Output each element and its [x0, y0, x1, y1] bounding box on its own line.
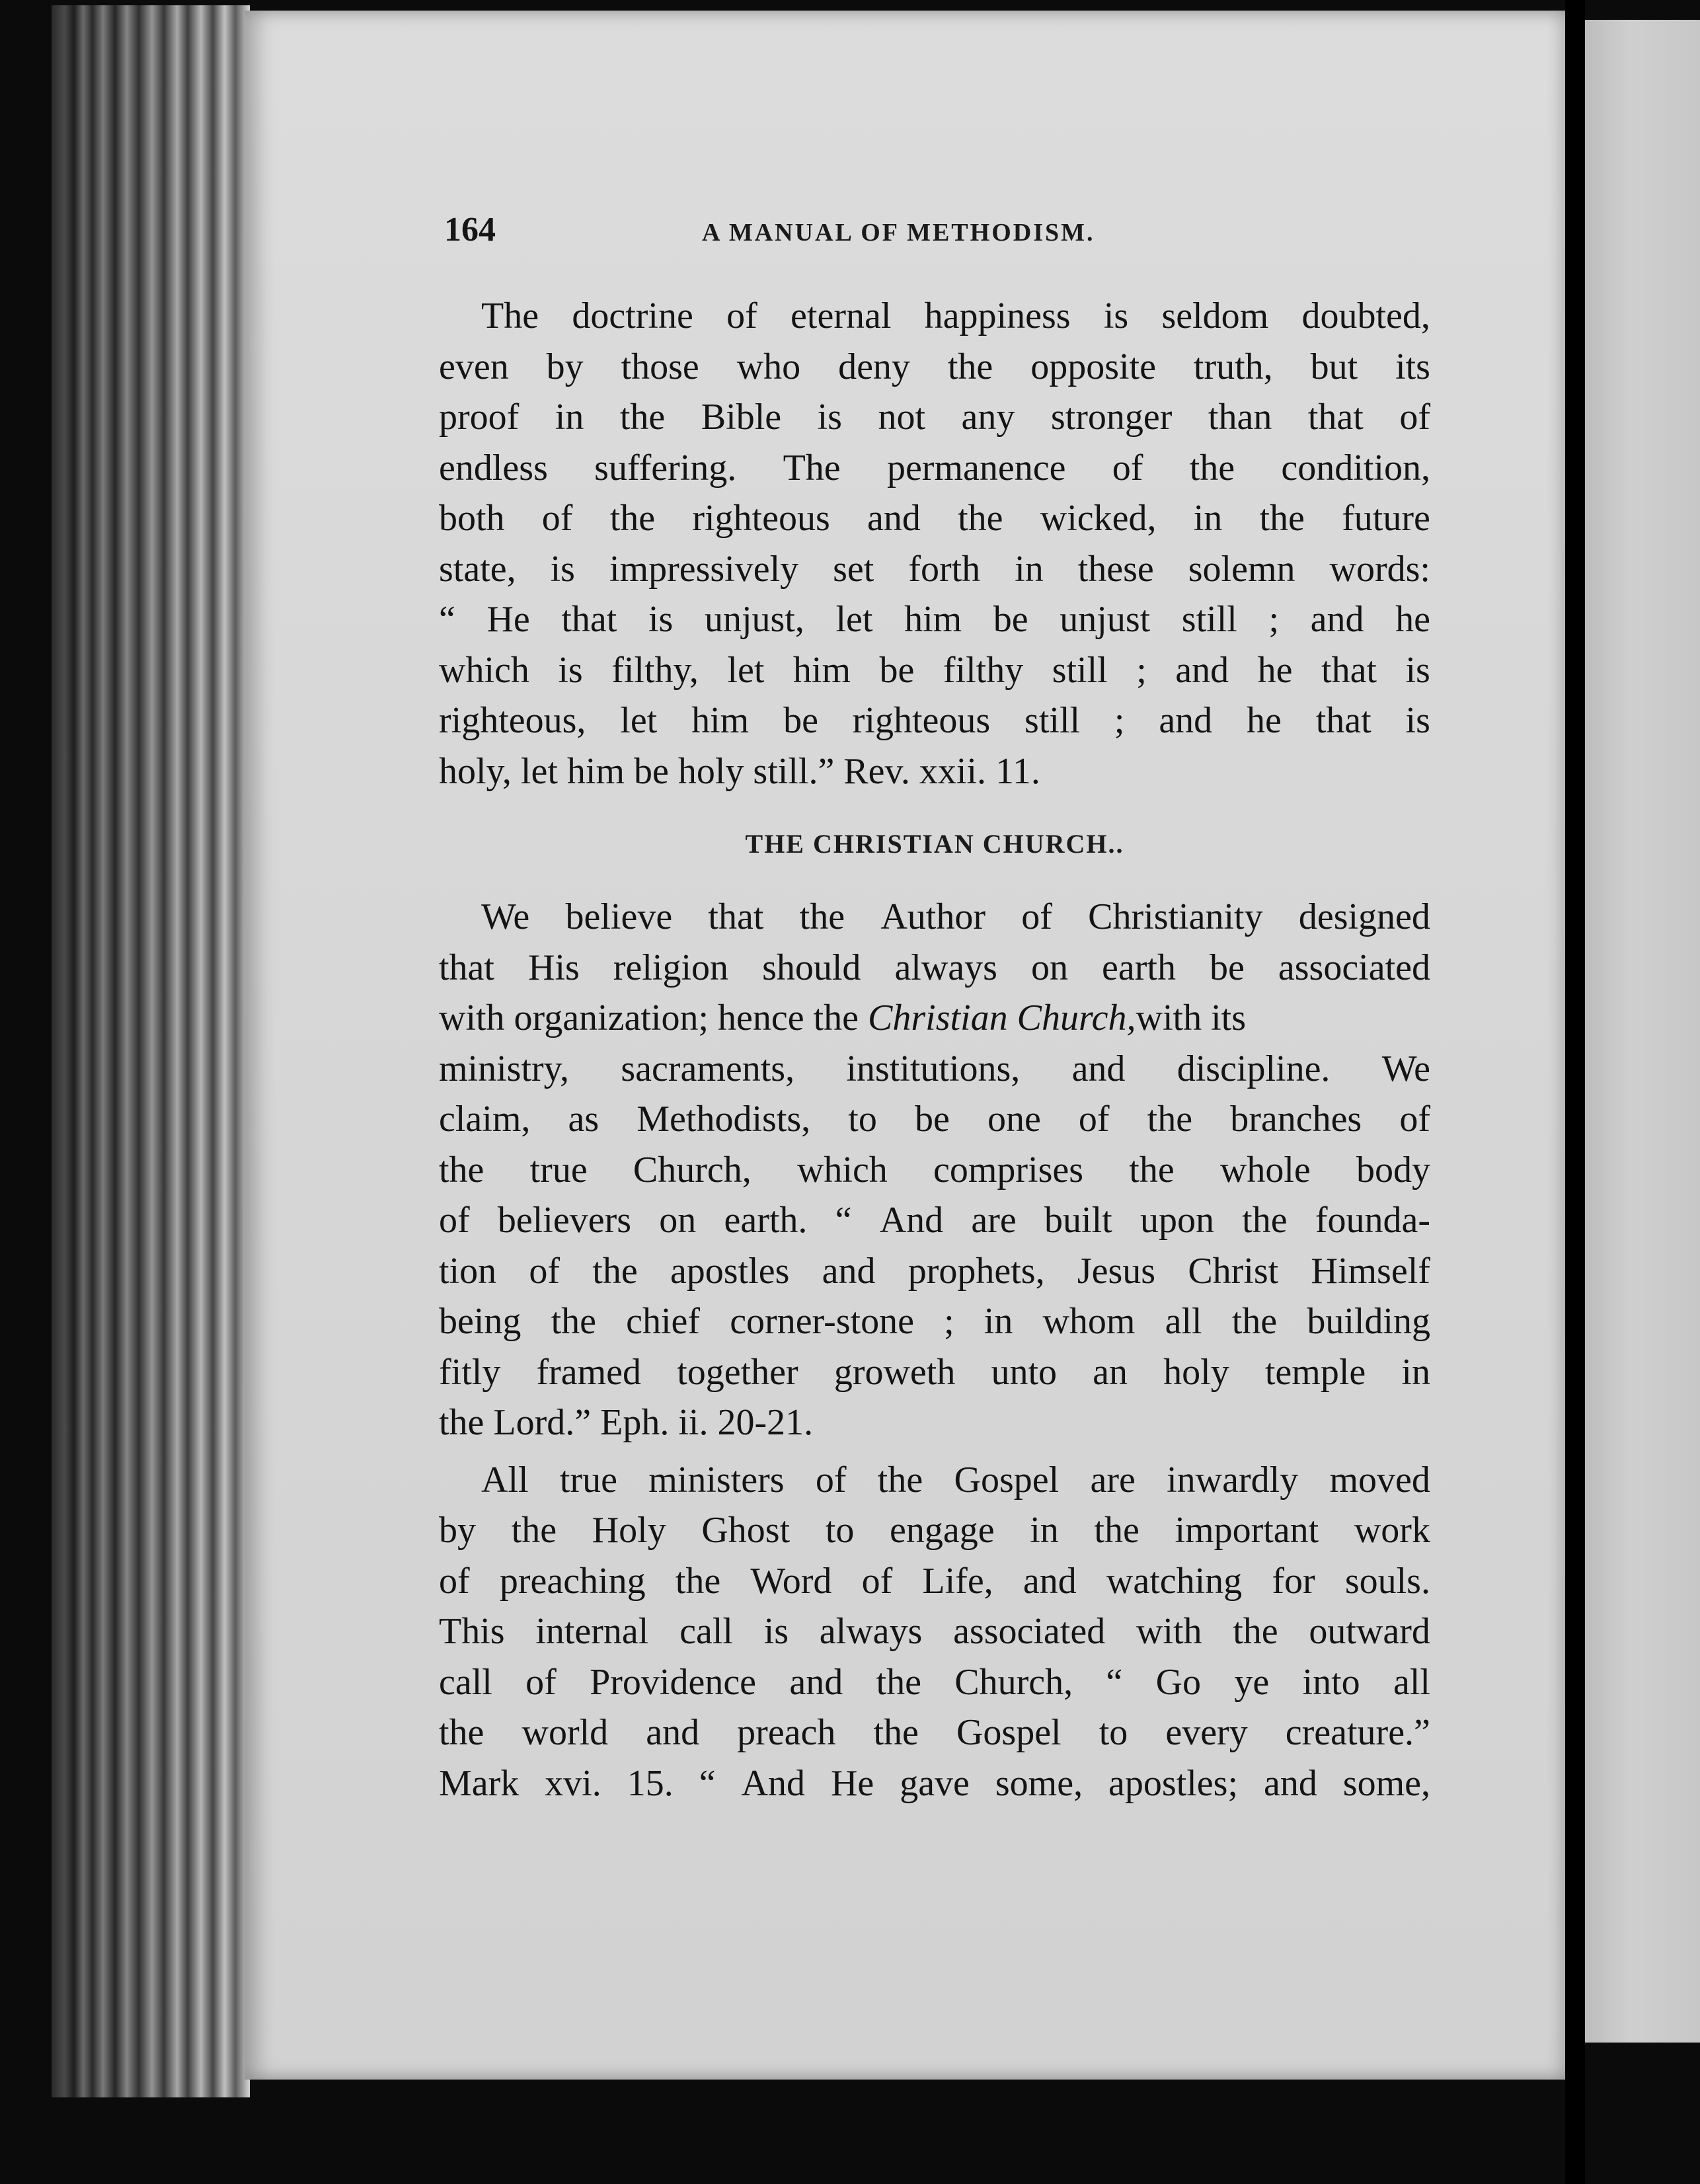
- word: and: [1310, 599, 1364, 640]
- word: is: [550, 548, 575, 590]
- word: all: [1165, 1301, 1202, 1342]
- word: future: [1342, 498, 1430, 539]
- word: him: [904, 599, 962, 640]
- word: of: [1078, 1099, 1110, 1140]
- word: the: [799, 896, 845, 937]
- word: he: [1395, 599, 1430, 640]
- word: Gospel: [956, 1712, 1062, 1753]
- word: Author: [880, 896, 985, 937]
- italic-phrase: Christian Church,: [867, 997, 1136, 1038]
- word: His: [528, 947, 580, 988]
- word: endless: [439, 447, 548, 488]
- word: its: [1395, 346, 1430, 387]
- word: apostles;: [1108, 1762, 1239, 1804]
- word: important: [1175, 1510, 1319, 1551]
- word: true: [529, 1149, 588, 1190]
- word: Church,: [954, 1661, 1073, 1703]
- text-line: [439, 1707, 1430, 1758]
- word: claim,: [439, 1099, 531, 1140]
- word: doubted,: [1301, 295, 1430, 336]
- word: unjust,: [704, 599, 804, 640]
- word: the: [1129, 1149, 1175, 1190]
- word: upon: [1140, 1200, 1214, 1241]
- word: xvi.: [545, 1762, 601, 1804]
- word: Go: [1155, 1661, 1202, 1703]
- word: groweth: [833, 1351, 956, 1393]
- word: every: [1165, 1712, 1248, 1753]
- word: righteous: [852, 700, 991, 741]
- word: be: [783, 700, 818, 741]
- word: and: [646, 1712, 700, 1753]
- word: solemn: [1188, 548, 1295, 590]
- word: still: [1181, 599, 1237, 640]
- word: fitly: [439, 1351, 501, 1393]
- word: “: [1106, 1661, 1123, 1703]
- word: body: [1356, 1149, 1430, 1190]
- word: creature.”: [1285, 1712, 1430, 1753]
- paragraph-gap: [439, 1448, 1430, 1455]
- word: call: [439, 1661, 492, 1703]
- word: Church,: [633, 1149, 752, 1190]
- text-line: [439, 342, 1430, 393]
- word: of: [1021, 896, 1052, 937]
- word: deny: [838, 346, 910, 387]
- word: the: [1231, 1301, 1278, 1342]
- word: engage: [889, 1510, 995, 1551]
- word: the: [675, 1560, 721, 1602]
- word: the: [1094, 1510, 1140, 1551]
- line-text-part: with organization; hence the: [439, 997, 859, 1038]
- word: associated: [1278, 947, 1430, 988]
- word: Jesus: [1077, 1250, 1156, 1292]
- word: Christ: [1188, 1250, 1279, 1292]
- word: proof: [439, 397, 520, 438]
- word: he: [1247, 700, 1282, 741]
- word: whom: [1042, 1301, 1136, 1342]
- word: corner-stone: [730, 1301, 914, 1342]
- word: the: [609, 498, 656, 539]
- page-edges: [52, 5, 250, 2097]
- word: and: [1023, 1560, 1077, 1602]
- text-line: [439, 594, 1430, 645]
- word: outward: [1309, 1611, 1430, 1652]
- word: associated: [953, 1611, 1106, 1652]
- word: together: [677, 1351, 798, 1393]
- word: comprises: [933, 1149, 1084, 1190]
- word: is: [1103, 295, 1129, 336]
- word: the: [958, 498, 1003, 539]
- word: those: [621, 346, 699, 387]
- word: religion: [613, 947, 729, 988]
- word: is: [817, 397, 842, 438]
- word: let: [727, 649, 765, 691]
- word: believe: [565, 896, 673, 937]
- word: Mark: [439, 1762, 520, 1804]
- word: impressively: [609, 548, 799, 590]
- text-line: [439, 1094, 1430, 1145]
- word: This: [439, 1611, 505, 1652]
- word: but: [1310, 346, 1358, 387]
- word: discipline.: [1177, 1048, 1331, 1089]
- word: of: [529, 1250, 560, 1292]
- word: tion: [439, 1250, 497, 1292]
- text-line: [439, 1347, 1430, 1398]
- word: Gospel: [954, 1459, 1060, 1501]
- word: call: [679, 1611, 733, 1652]
- word: ;: [1136, 649, 1147, 691]
- word: We: [481, 896, 530, 937]
- section-heading: THE CHRISTIAN CHURCH..: [745, 829, 1124, 859]
- word: the: [511, 1510, 557, 1551]
- word: some,: [995, 1762, 1083, 1804]
- word: Providence: [590, 1661, 757, 1703]
- word: The: [783, 447, 841, 488]
- word: in: [555, 397, 584, 438]
- word: Himself: [1311, 1250, 1430, 1292]
- text-line: [439, 1606, 1430, 1657]
- text-line: [439, 695, 1430, 746]
- text-line: [439, 291, 1430, 342]
- word: words:: [1329, 548, 1430, 590]
- word: “: [835, 1200, 852, 1241]
- word: “: [439, 599, 455, 640]
- word: and: [1263, 1762, 1317, 1804]
- word: of: [439, 1200, 470, 1241]
- word: apostles: [670, 1250, 790, 1292]
- word: The: [481, 295, 539, 336]
- word: And: [741, 1762, 805, 1804]
- word: building: [1307, 1301, 1430, 1342]
- word: in: [1015, 548, 1044, 590]
- word: an: [1093, 1351, 1128, 1393]
- word: Methodists,: [637, 1099, 811, 1140]
- word: the: [1242, 1200, 1288, 1241]
- word: be: [1209, 947, 1245, 988]
- word: earth.: [724, 1200, 808, 1241]
- word: of: [861, 1560, 893, 1602]
- word: in: [1401, 1351, 1430, 1393]
- word: moved: [1329, 1459, 1430, 1501]
- word: and: [867, 498, 921, 539]
- word: these: [1077, 548, 1154, 590]
- word: are: [1090, 1459, 1136, 1501]
- word: watching: [1106, 1560, 1243, 1602]
- text-line: [439, 1296, 1430, 1347]
- word: and: [789, 1661, 843, 1703]
- word: All: [481, 1459, 529, 1501]
- body-text: [439, 291, 1430, 1809]
- word: that: [708, 896, 764, 937]
- word: of: [525, 1661, 557, 1703]
- word: still: [1052, 649, 1108, 691]
- word: than: [1208, 397, 1272, 438]
- word: be: [879, 649, 915, 691]
- word: as: [568, 1099, 599, 1140]
- word: And: [879, 1200, 944, 1241]
- word: preaching: [499, 1560, 646, 1602]
- word: the: [877, 1459, 923, 1501]
- word: inwardly: [1167, 1459, 1299, 1501]
- word: on: [659, 1200, 697, 1241]
- word: is: [1405, 700, 1430, 741]
- word: stronger: [1050, 397, 1173, 438]
- text-line: [439, 1397, 1430, 1448]
- word: of: [815, 1459, 847, 1501]
- text-line: [439, 1455, 1430, 1506]
- text-line: [439, 943, 1430, 994]
- word: happiness: [924, 295, 1071, 336]
- word: souls.: [1344, 1560, 1430, 1602]
- word: the: [439, 1712, 484, 1753]
- word: forth: [908, 548, 981, 590]
- word: seldom: [1161, 295, 1269, 336]
- word: designed: [1298, 896, 1430, 937]
- word: the: [873, 1712, 919, 1753]
- word: built: [1044, 1200, 1112, 1241]
- word: being: [439, 1301, 522, 1342]
- word: institutions,: [846, 1048, 1021, 1089]
- word: and: [1071, 1048, 1126, 1089]
- word: state,: [439, 548, 516, 590]
- word: for: [1272, 1560, 1315, 1602]
- word: is: [1405, 649, 1430, 691]
- running-title: A MANUAL OF METHODISM.: [702, 219, 1095, 247]
- word: the: [1147, 1099, 1193, 1140]
- text-line: [439, 443, 1430, 494]
- word: is: [763, 1611, 789, 1652]
- page-header: [444, 210, 1432, 256]
- word: We: [1381, 1048, 1430, 1089]
- word: that: [439, 947, 494, 988]
- word: be: [914, 1099, 950, 1140]
- word: him: [792, 649, 851, 691]
- word: filthy,: [611, 649, 699, 691]
- word: both: [439, 498, 505, 539]
- word: the: [551, 1301, 596, 1342]
- word: eternal: [791, 295, 892, 336]
- word: Life,: [922, 1560, 993, 1602]
- word: the: [439, 1149, 484, 1190]
- text-line: [439, 1758, 1430, 1809]
- word: to: [825, 1510, 855, 1551]
- text-line: [439, 1145, 1430, 1196]
- word: branches: [1230, 1099, 1362, 1140]
- text-line: [439, 392, 1430, 443]
- text-line: [439, 1044, 1430, 1095]
- word: holy: [1163, 1351, 1229, 1393]
- text-line: [439, 645, 1430, 696]
- word: is: [648, 599, 674, 640]
- word: He: [830, 1762, 874, 1804]
- word: in: [984, 1301, 1013, 1342]
- word: by: [439, 1510, 476, 1551]
- word: are: [971, 1200, 1017, 1241]
- word: the: [1189, 447, 1235, 488]
- word: let: [620, 700, 658, 741]
- word: to: [848, 1099, 877, 1140]
- word: of: [1399, 1099, 1430, 1140]
- word: the: [619, 397, 666, 438]
- word: of: [541, 498, 573, 539]
- word: he: [1257, 649, 1293, 691]
- word: Word: [750, 1560, 832, 1602]
- word: be: [993, 599, 1028, 640]
- word: He: [486, 599, 530, 640]
- text-line: [439, 544, 1430, 595]
- word: which: [796, 1149, 888, 1190]
- word: work: [1354, 1510, 1430, 1551]
- word: to: [1099, 1712, 1128, 1753]
- word: by: [546, 346, 584, 387]
- word: true: [559, 1459, 617, 1501]
- word: 15.: [627, 1762, 674, 1804]
- word: that: [1321, 649, 1377, 691]
- word: ;: [944, 1301, 954, 1342]
- word: of: [439, 1560, 470, 1602]
- facing-page-edge: [1585, 20, 1700, 2043]
- word: let: [835, 599, 873, 640]
- word: should: [762, 947, 861, 988]
- word: Bible: [701, 397, 782, 438]
- word: him: [691, 700, 750, 741]
- word: not: [878, 397, 926, 438]
- word: righteous: [692, 498, 830, 539]
- word: one: [987, 1099, 1041, 1140]
- word: opposite: [1030, 346, 1156, 387]
- word: ;: [1268, 599, 1279, 640]
- word: the: [592, 1250, 638, 1292]
- word: and: [1159, 700, 1213, 741]
- text-line: [439, 746, 1430, 797]
- word: that: [1315, 700, 1372, 741]
- word: world: [522, 1712, 609, 1753]
- text-line: [439, 1556, 1430, 1607]
- word: sacraments,: [621, 1048, 795, 1089]
- word: Holy: [592, 1510, 666, 1551]
- word: on: [1031, 947, 1068, 988]
- line-text: the Lord.” Eph. ii. 20-21.: [439, 1402, 814, 1443]
- word: earth: [1102, 947, 1176, 988]
- word: suffering.: [594, 447, 737, 488]
- word: unjust: [1060, 599, 1151, 640]
- word: doctrine: [572, 295, 693, 336]
- word: some,: [1342, 1762, 1430, 1804]
- word: that: [561, 599, 617, 640]
- word: temple: [1264, 1351, 1366, 1393]
- word: Ghost: [701, 1510, 791, 1551]
- word: the: [876, 1661, 921, 1703]
- word: gave: [900, 1762, 970, 1804]
- word: believers: [497, 1200, 632, 1241]
- word: chief: [626, 1301, 701, 1342]
- page-number: 164: [444, 211, 496, 249]
- word: unto: [991, 1351, 1058, 1393]
- word: righteous,: [439, 700, 586, 741]
- word: any: [961, 397, 1015, 438]
- word: ye: [1234, 1661, 1270, 1703]
- word: the: [947, 346, 993, 387]
- word: is: [558, 649, 583, 691]
- word: of: [1112, 447, 1143, 488]
- word: preach: [737, 1712, 836, 1753]
- word: of: [726, 295, 757, 336]
- word: and: [822, 1250, 876, 1292]
- word: whole: [1219, 1149, 1311, 1190]
- word: even: [439, 346, 509, 387]
- text-line: [439, 1505, 1430, 1556]
- text-line: [439, 892, 1430, 943]
- word: with: [1136, 1611, 1202, 1652]
- word: of: [1399, 397, 1430, 438]
- word: Christianity: [1088, 896, 1263, 937]
- word: “: [699, 1762, 716, 1804]
- text-line: [439, 993, 1430, 1044]
- line-text-part: with its: [1136, 997, 1246, 1038]
- word: truth,: [1193, 346, 1273, 387]
- word: in: [1193, 498, 1223, 539]
- word: prophets,: [908, 1250, 1045, 1292]
- word: set: [833, 548, 874, 590]
- word: condition,: [1281, 447, 1430, 488]
- text-line: [439, 493, 1430, 544]
- word: the: [1233, 1611, 1278, 1652]
- word: the: [1259, 498, 1305, 539]
- word: always: [819, 1611, 923, 1652]
- text-line: [439, 1246, 1430, 1297]
- word: which: [439, 649, 529, 691]
- word: all: [1393, 1661, 1430, 1703]
- word: still: [1024, 700, 1081, 741]
- word: who: [736, 346, 801, 387]
- word: ministers: [648, 1459, 785, 1501]
- word: filthy: [943, 649, 1024, 691]
- word: permanence: [886, 447, 1066, 488]
- word: framed: [536, 1351, 642, 1393]
- word: into: [1302, 1661, 1360, 1703]
- text-line: [439, 1195, 1430, 1246]
- word: internal: [535, 1611, 649, 1652]
- word: wicked,: [1040, 498, 1157, 539]
- line-text: [439, 993, 1246, 1044]
- word: and: [1175, 649, 1229, 691]
- text-line: [439, 1657, 1430, 1708]
- word: ministry,: [439, 1048, 570, 1089]
- word: that: [1307, 397, 1364, 438]
- word: always: [894, 947, 997, 988]
- line-text: holy, let him be holy still.” Rev. xxii. 11.: [439, 750, 1040, 792]
- book-gutter: [1565, 0, 1585, 2184]
- word: in: [1030, 1510, 1059, 1551]
- word: founda-: [1315, 1200, 1430, 1241]
- word: ;: [1114, 700, 1125, 741]
